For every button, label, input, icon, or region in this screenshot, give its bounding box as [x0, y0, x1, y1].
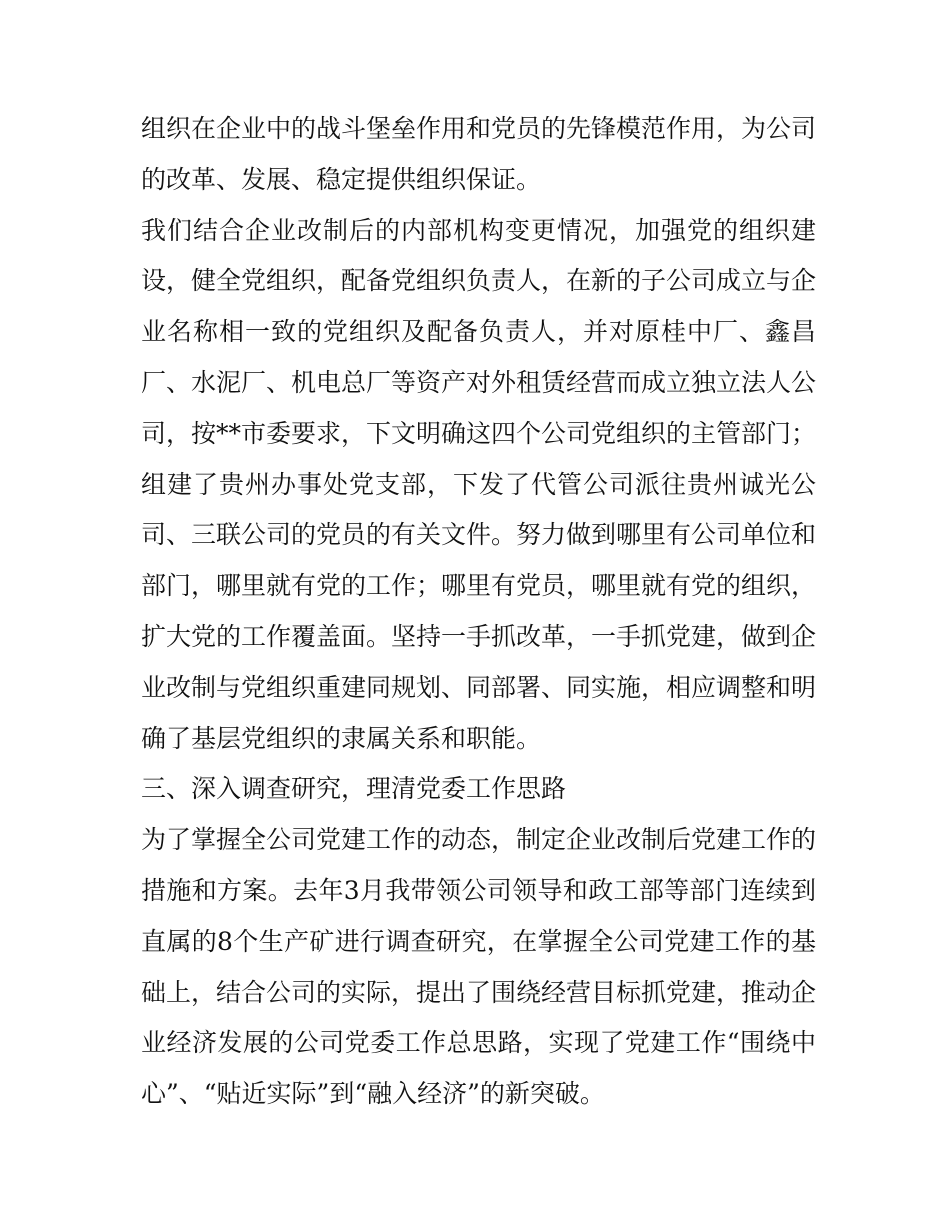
text-line: 的改革、发展、稳定提供组织保证。 — [141, 164, 542, 194]
text-line: 部门，哪里就有党的工作；哪里有党员，哪里就有党的组织， — [141, 571, 817, 601]
text-line: 厂、水泥厂、机电总厂等资产对外租赁经营而成立独立法人公 — [141, 367, 817, 397]
text-line: 础上，结合公司的实际，提出了围绕经营目标抓党建，推动企 — [141, 977, 817, 1007]
text-line: 三、深入调查研究，理清党委工作思路 — [141, 774, 567, 804]
body-text — [141, 104, 816, 1120]
text-line: 业名称相一致的党组织及配备负责人，并对原桂中厂、鑫昌 — [141, 317, 816, 347]
text-line: 扩大党的工作覆盖面。坚持一手抓改革，一手抓党建，做到企 — [141, 621, 817, 651]
text-line: 设，健全党组织，配备党组织负责人，在新的子公司成立与企 — [141, 266, 817, 296]
text-line: 组织在企业中的战斗堡垒作用和党员的先锋模范作用，为公司 — [141, 114, 817, 143]
text-line: 司、三联公司的党员的有关文件。努力做到哪里有公司单位和 — [141, 520, 817, 550]
text-line: 确了基层党组织的隶属关系和职能。 — [141, 723, 542, 753]
text-line: 业经济发展的公司党委工作总思路，实现了党建工作“围绕中 — [141, 1028, 816, 1058]
text-line: 为了掌握全公司党建工作的动态，制定企业改制后党建工作的 — [141, 825, 817, 855]
text-line: 业改制与党组织重建同规划、同部署、同实施，相应调整和明 — [141, 672, 817, 702]
text-line: 直属的8个生产矿进行调查研究，在掌握全公司党建工作的基 — [141, 926, 816, 956]
text-line: 司，按**市委要求，下文明确这四个公司党组织的主管部门； — [141, 418, 817, 448]
text-line: 心”、“贴近实际”到“融入经济”的新突破。 — [141, 1079, 605, 1109]
text-line: 组建了贵州办事处党支部，下发了代管公司派往贵州诚光公 — [141, 469, 816, 499]
text-line: 措施和方案。去年3月我带领公司领导和政工部等部门连续到 — [141, 875, 816, 905]
text-line: 我们结合企业改制后的内部机构变更情况，加强党的组织建 — [141, 215, 816, 245]
